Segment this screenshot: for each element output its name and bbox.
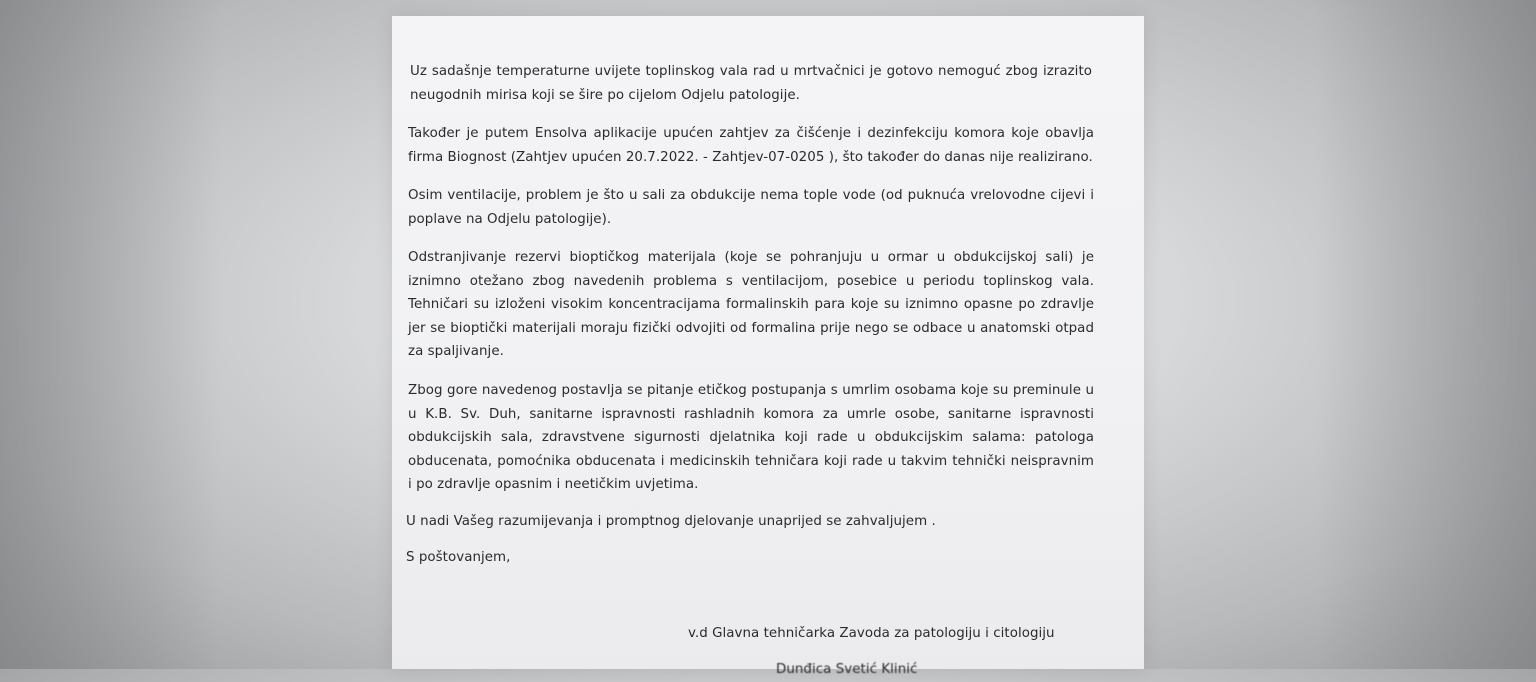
salutation: S poštovanjem,	[406, 550, 511, 565]
paragraph-biopsy-material: Odstranjivanje rezervi bioptičkog materijala (koje se pohranjuju u ormar u obdukcijskoj sali) je iznimno otežano zbog navedenih problema s ventilacijom, posebice u periodu toplinskog vala. Tehničari su izloženi visokim koncentracijama formalinskih para koje su iznimno opasne po zdravlje jer se bioptički materijali moraju fizički odvojiti od formalina prije nego se odbace u anatomski otpad za spaljivanje.	[408, 250, 1094, 359]
paragraph-cleaning-request: Također je putem Ensolva aplikacije upućen zahtjev za čišćenje i dezinfekciju komora koje obavlja firma Biognost (Zahtjev upućen 20.7.2022. - Zahtjev-07-0205 ), što također do danas nije realizirano.	[408, 126, 1094, 165]
paragraph-heatwave-conditions: Uz sadašnje temperaturne uvijete toplinskog vala rad u mrtvačnici je gotovo nemoguć zbog izrazito neugodnih mirisa koji se šire po cijelom Odjelu patologije.	[410, 64, 1092, 103]
paragraph-closing-thanks: U nadi Vašeg razumijevanja i promptnog djelovanje unaprijed se zahvaljujem .	[406, 514, 936, 529]
right-vignette	[1316, 0, 1536, 669]
signature-name: Dunđica Svetić Klinić	[776, 662, 918, 677]
left-vignette	[0, 0, 220, 669]
paragraph-ethical-question: Zbog gore navedenog postavlja se pitanje etičkog postupanja s umrlim osobama koje su preminule u u K.B. Sv. Duh, sanitarne ispravnosti rashladnih komora za umrle osobe, sanitarne ispravnosti obdukcijskih sala, zdravstvene sigurnosti djelatnika koji rade u obdukcijskim salama: patologa obducenata, pomoćnika obducenata i medicinskih tehničara koji rade u takvim tehnički neispravnim i po zdravlje opasnim i neetičkim uvjetima.	[408, 383, 1094, 492]
letter-page	[392, 16, 1144, 677]
signature-title: v.d Glavna tehničarka Zavoda za patologiju i citologiju	[688, 626, 1055, 641]
paragraph-hot-water: Osim ventilacije, problem je što u sali za obdukcije nema tople vode (od puknuća vrelovodne cijevi i poplave na Odjelu patologije).	[408, 188, 1094, 227]
